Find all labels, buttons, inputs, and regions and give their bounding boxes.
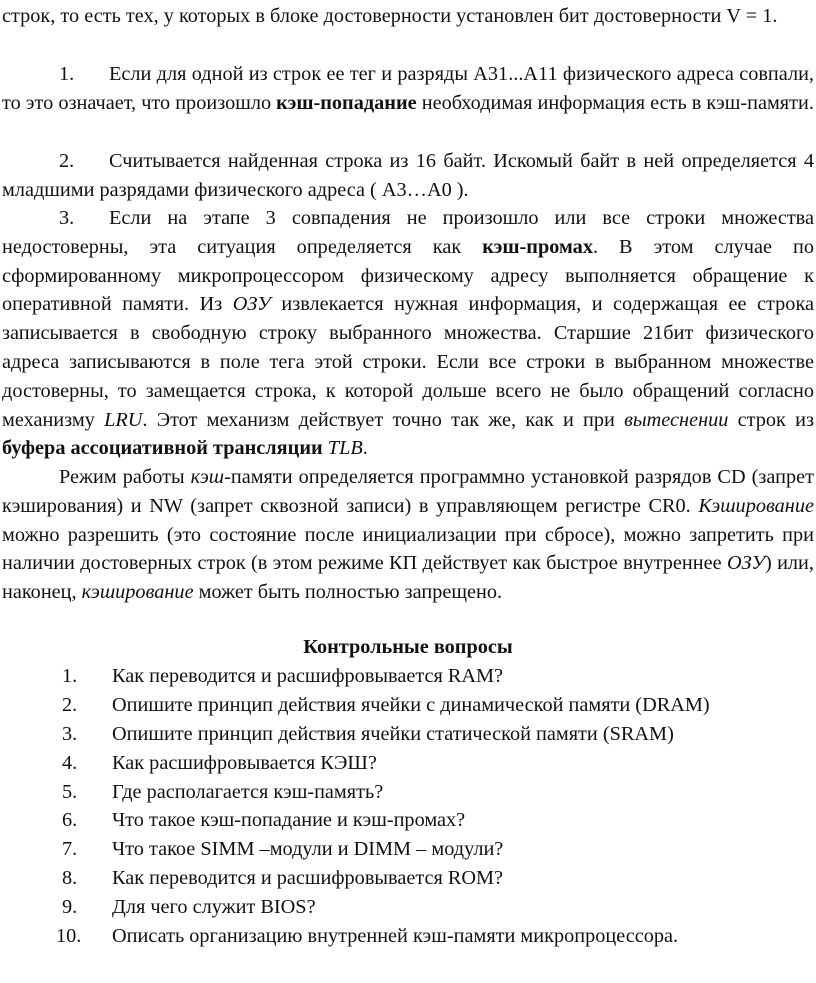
- term-cache: кэш: [190, 466, 225, 488]
- item-number: 2.: [62, 693, 78, 716]
- term-tlb-buffer: буфера ассоциативной трансляции: [2, 437, 323, 460]
- paragraph-text: -памяти определяется программно установкой разрядов CD (запрет кэширования) и NW (запрет сквозной записи) в управляющем регистре CR0.: [2, 466, 814, 517]
- item-text: Опишите принцип действия ячейки статической памяти (SRAM): [112, 722, 674, 745]
- list-paragraph-3: [2, 204, 814, 463]
- term-caching: Кэширование: [698, 494, 814, 517]
- paragraph-text: ) или, наконец,: [2, 552, 814, 604]
- paragraph-text: Режим работы: [59, 466, 191, 488]
- term-ram: ОЗУ: [726, 552, 766, 575]
- list-paragraph-1: [2, 60, 814, 118]
- section-heading: Контрольные вопросы: [303, 636, 513, 658]
- paragraph-text: строк, то есть тех, у которых в блоке достоверности установлен бит достоверности V = 1.: [2, 5, 778, 27]
- item-number: 1.: [62, 665, 78, 687]
- item-number: 5.: [62, 780, 78, 803]
- paragraph-text: Считывается найденная строка из 16 байт. Искомый байт в ней определяется 4 младшими разрядами физического адреса ( A3…A0 ).: [2, 150, 814, 201]
- paragraph-number: 2.: [59, 150, 75, 172]
- paragraph-text: необходимая информация есть в кэш-памяти.: [416, 91, 814, 114]
- term-cache-hit: кэш-попадание: [276, 91, 417, 114]
- item-text: Что такое кэш-попадание и кэш-промах?: [112, 809, 466, 832]
- paragraph-text: Если для одной из строк ее тег и разряды A31...A11 физического адреса совпали, то это означает, что произошло: [2, 63, 814, 114]
- item-number: 8.: [62, 867, 78, 890]
- term-tlb: TLB: [327, 437, 363, 460]
- item-number: 3.: [62, 722, 78, 745]
- item-number: 7.: [62, 838, 78, 861]
- item-number: 10.: [56, 925, 82, 948]
- paragraph-continuation: [2, 2, 814, 31]
- paragraph-text: Если на этапе 3 совпадения не произошло или все строки множества недостоверны, эта ситуация определяется как: [2, 207, 814, 258]
- term-eviction: вытеснении: [624, 408, 729, 431]
- item-text: Опишите принцип действия ячейки с динамической памяти (DRAM): [112, 693, 710, 716]
- paragraph-number: 3.: [59, 207, 75, 229]
- paragraph-text: извлекается нужная информация, и содержащая ее строка записывается в свободную строку выбранного множества. Старшие 21бит физического адреса записываются в поле тега этой строки. Если все строки в выбранном множестве достоверны, то замещается строка, к которой дольше всего не было обращений согласно механизму: [2, 293, 814, 431]
- list-paragraph-2: [2, 147, 814, 205]
- paragraph-text: . Этот механизм действует точно так же, как и при: [142, 408, 625, 431]
- item-number: 4.: [62, 751, 78, 774]
- item-text: Для чего служит BIOS?: [112, 896, 316, 919]
- term-cache-miss: кэш-промах: [482, 235, 593, 258]
- paragraph-number: 1.: [59, 63, 75, 85]
- paragraph-text: может быть полностью запрещено.: [193, 581, 503, 604]
- item-text: Как переводится и расшифровывается RAM?: [112, 665, 504, 687]
- item-text: Что такое SIMM –модули и DIMM – модули?: [112, 838, 504, 861]
- paragraph-text: . В этом случае по сформированному микропроцессором физическому адресу выполняется обращение к оперативной памяти. Из: [2, 235, 814, 316]
- paragraph-text: .: [362, 437, 368, 460]
- item-text: Где располагается кэш-память?: [112, 780, 384, 803]
- paragraph-text: строк из: [728, 408, 814, 431]
- item-text: Описать организацию внутренней кэш-памяти микропроцессора.: [112, 925, 679, 948]
- item-number: 6.: [62, 809, 78, 832]
- term-caching: кэширование: [81, 581, 194, 604]
- item-text: Как переводится и расшифровывается ROM?: [112, 867, 504, 890]
- paragraph-text: можно разрешить (это состояние после инициализации при сбросе), можно запретить при наличии достоверных строк (в этом режиме КП действует как быстрое внутреннее: [2, 523, 814, 575]
- term-lru: LRU: [104, 408, 143, 431]
- item-number: 9.: [62, 896, 78, 919]
- item-text: Как расшифровывается КЭШ?: [112, 751, 377, 774]
- paragraph-cache-mode: [2, 463, 814, 607]
- term-ram: ОЗУ: [232, 293, 271, 316]
